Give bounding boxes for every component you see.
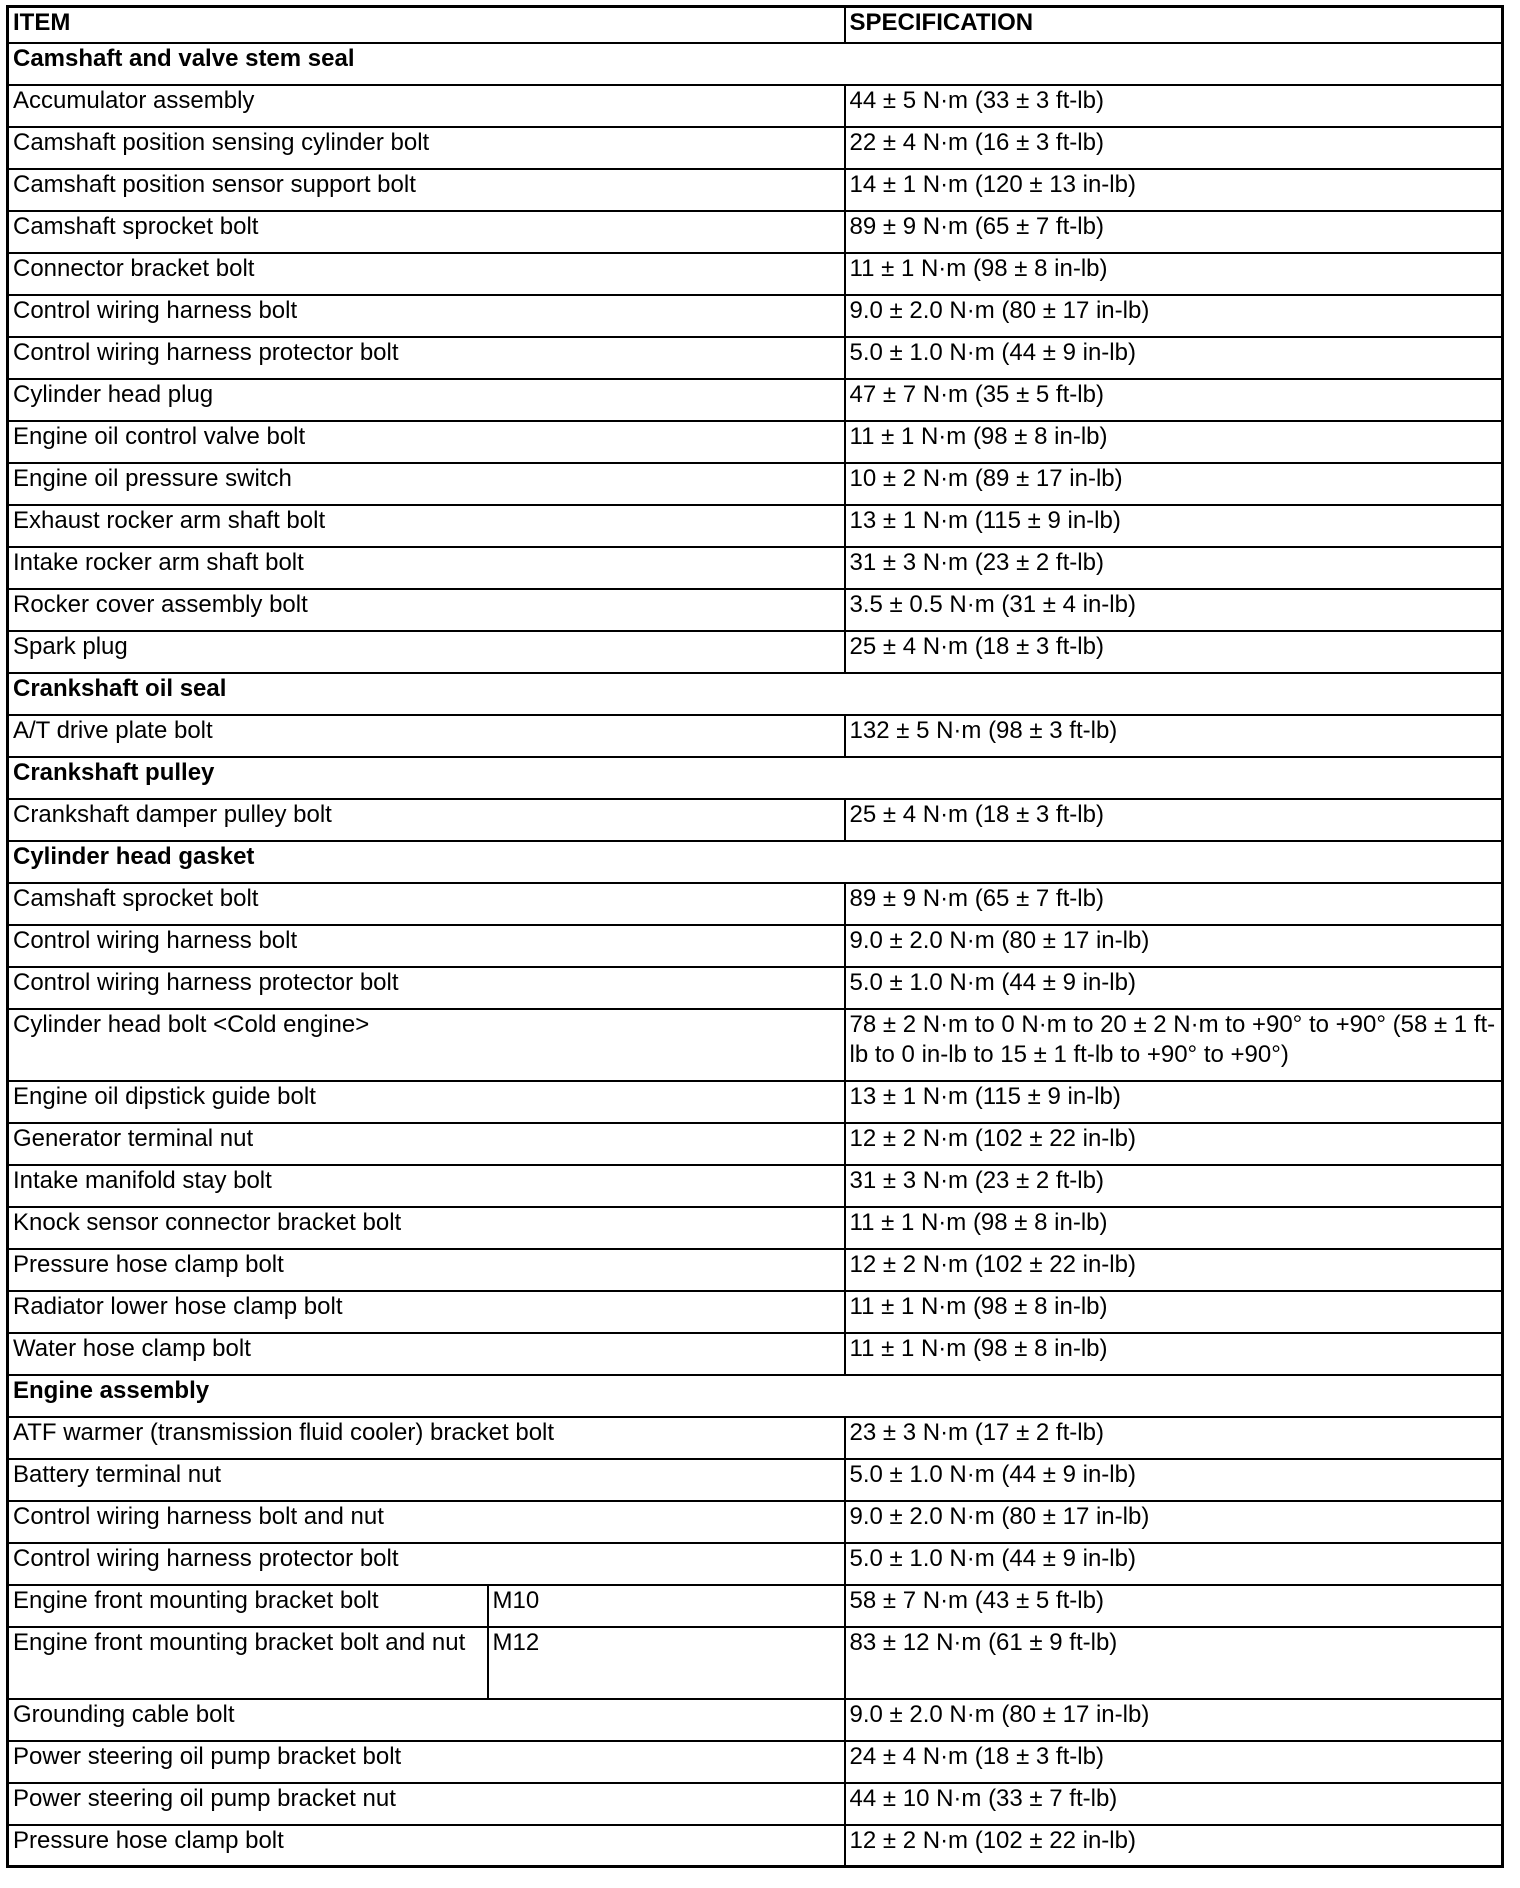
spec-cell: 31 ± 3 N·m (23 ± 2 ft-lb) [845, 1165, 1503, 1207]
table-row [8, 1699, 1503, 1741]
section-title: Crankshaft pulley [8, 757, 1503, 799]
spec-cell: 9.0 ± 2.0 N·m (80 ± 17 in-lb) [845, 925, 1503, 967]
item-cell: Connector bracket bolt [8, 253, 845, 295]
spec-cell: 9.0 ± 2.0 N·m (80 ± 17 in-lb) [845, 1501, 1503, 1543]
item-cell: Control wiring harness protector bolt [8, 337, 845, 379]
section-row [8, 673, 1503, 715]
section-title: Cylinder head gasket [8, 841, 1503, 883]
spec-cell: 5.0 ± 1.0 N·m (44 ± 9 in-lb) [845, 1543, 1503, 1585]
table-row [8, 1291, 1503, 1333]
item-cell: Radiator lower hose clamp bolt [8, 1291, 845, 1333]
table-row [8, 1459, 1503, 1501]
item-cell: Generator terminal nut [8, 1123, 845, 1165]
section-title: Crankshaft oil seal [8, 673, 1503, 715]
table-row [8, 967, 1503, 1009]
item-cell: Rocker cover assembly bolt [8, 589, 845, 631]
table-row [8, 253, 1503, 295]
item-cell: Control wiring harness bolt [8, 925, 845, 967]
spec-cell: 11 ± 1 N·m (98 ± 8 in-lb) [845, 253, 1503, 295]
spec-cell: 83 ± 12 N·m (61 ± 9 ft-lb) [845, 1627, 1503, 1699]
item-cell: Engine front mounting bracket bolt and nut [8, 1627, 488, 1699]
item-cell: Pressure hose clamp bolt [8, 1249, 845, 1291]
item-cell: Control wiring harness bolt [8, 295, 845, 337]
spec-cell: 9.0 ± 2.0 N·m (80 ± 17 in-lb) [845, 1699, 1503, 1741]
item-cell: Cylinder head plug [8, 379, 845, 421]
spec-cell: 5.0 ± 1.0 N·m (44 ± 9 in-lb) [845, 337, 1503, 379]
item-cell: Control wiring harness bolt and nut [8, 1501, 845, 1543]
item-cell: Spark plug [8, 631, 845, 673]
spec-cell: 58 ± 7 N·m (43 ± 5 ft-lb) [845, 1585, 1503, 1627]
table-row [8, 1123, 1503, 1165]
spec-cell: 132 ± 5 N·m (98 ± 3 ft-lb) [845, 715, 1503, 757]
table-row [8, 127, 1503, 169]
item-cell: Engine oil pressure switch [8, 463, 845, 505]
table-row [8, 715, 1503, 757]
header-row [8, 7, 1503, 43]
item-cell: ATF warmer (transmission fluid cooler) bracket bolt [8, 1417, 845, 1459]
item-cell: Control wiring harness protector bolt [8, 1543, 845, 1585]
table-row [8, 1741, 1503, 1783]
table-row [8, 547, 1503, 589]
section-row [8, 841, 1503, 883]
item-cell: Battery terminal nut [8, 1459, 845, 1501]
table-row [8, 1417, 1503, 1459]
spec-cell: 25 ± 4 N·m (18 ± 3 ft-lb) [845, 799, 1503, 841]
section-title: Engine assembly [8, 1375, 1503, 1417]
spec-cell: 12 ± 2 N·m (102 ± 22 in-lb) [845, 1123, 1503, 1165]
table-row [8, 631, 1503, 673]
table-row [8, 211, 1503, 253]
table-row [8, 1627, 1503, 1699]
table-row [8, 1543, 1503, 1585]
item-cell: Camshaft sprocket bolt [8, 883, 845, 925]
table-row [8, 295, 1503, 337]
item-cell: Knock sensor connector bracket bolt [8, 1207, 845, 1249]
table-row [8, 883, 1503, 925]
spec-cell: 5.0 ± 1.0 N·m (44 ± 9 in-lb) [845, 1459, 1503, 1501]
spec-cell: 12 ± 2 N·m (102 ± 22 in-lb) [845, 1249, 1503, 1291]
size-cell: M12 [488, 1627, 845, 1699]
table-row [8, 169, 1503, 211]
specification-column-header: SPECIFICATION [845, 7, 1503, 43]
table-row [8, 379, 1503, 421]
table-row [8, 1009, 1503, 1081]
table-row [8, 1783, 1503, 1825]
spec-cell: 31 ± 3 N·m (23 ± 2 ft-lb) [845, 547, 1503, 589]
item-cell: Accumulator assembly [8, 85, 845, 127]
table-row [8, 85, 1503, 127]
table-row [8, 421, 1503, 463]
spec-cell: 11 ± 1 N·m (98 ± 8 in-lb) [845, 1291, 1503, 1333]
item-cell: Intake rocker arm shaft bolt [8, 547, 845, 589]
size-cell: M10 [488, 1585, 845, 1627]
table-row [8, 925, 1503, 967]
spec-cell: 14 ± 1 N·m (120 ± 13 in-lb) [845, 169, 1503, 211]
spec-cell: 13 ± 1 N·m (115 ± 9 in-lb) [845, 1081, 1503, 1123]
table-row [8, 1585, 1503, 1627]
spec-cell: 10 ± 2 N·m (89 ± 17 in-lb) [845, 463, 1503, 505]
item-cell: Engine oil control valve bolt [8, 421, 845, 463]
item-cell: A/T drive plate bolt [8, 715, 845, 757]
spec-cell: 22 ± 4 N·m (16 ± 3 ft-lb) [845, 127, 1503, 169]
spec-cell: 25 ± 4 N·m (18 ± 3 ft-lb) [845, 631, 1503, 673]
spec-cell: 9.0 ± 2.0 N·m (80 ± 17 in-lb) [845, 295, 1503, 337]
section-row [8, 1375, 1503, 1417]
spec-cell: 11 ± 1 N·m (98 ± 8 in-lb) [845, 1333, 1503, 1375]
spec-cell: 47 ± 7 N·m (35 ± 5 ft-lb) [845, 379, 1503, 421]
item-cell: Engine front mounting bracket bolt [8, 1585, 488, 1627]
table-row [8, 799, 1503, 841]
spec-cell: 44 ± 10 N·m (33 ± 7 ft-lb) [845, 1783, 1503, 1825]
spec-cell: 89 ± 9 N·m (65 ± 7 ft-lb) [845, 211, 1503, 253]
item-cell: Exhaust rocker arm shaft bolt [8, 505, 845, 547]
spec-cell: 78 ± 2 N·m to 0 N·m to 20 ± 2 N·m to +90° to +90° (58 ± 1 ft-lb to 0 in-lb to 15 ± 1 ft-lb to +90° to +90°) [845, 1009, 1503, 1081]
spec-cell: 5.0 ± 1.0 N·m (44 ± 9 in-lb) [845, 967, 1503, 1009]
spec-cell: 23 ± 3 N·m (17 ± 2 ft-lb) [845, 1417, 1503, 1459]
spec-cell: 24 ± 4 N·m (18 ± 3 ft-lb) [845, 1741, 1503, 1783]
item-cell: Intake manifold stay bolt [8, 1165, 845, 1207]
spec-cell: 11 ± 1 N·m (98 ± 8 in-lb) [845, 1207, 1503, 1249]
item-cell: Power steering oil pump bracket nut [8, 1783, 845, 1825]
item-cell: Camshaft sprocket bolt [8, 211, 845, 253]
table-row [8, 589, 1503, 631]
spec-cell: 11 ± 1 N·m (98 ± 8 in-lb) [845, 421, 1503, 463]
section-row [8, 43, 1503, 85]
spec-cell: 12 ± 2 N·m (102 ± 22 in-lb) [845, 1825, 1503, 1867]
table-row [8, 1501, 1503, 1543]
table-row [8, 337, 1503, 379]
table-row [8, 505, 1503, 547]
item-cell: Camshaft position sensing cylinder bolt [8, 127, 845, 169]
item-cell: Power steering oil pump bracket bolt [8, 1741, 845, 1783]
table-row [8, 1249, 1503, 1291]
item-cell: Grounding cable bolt [8, 1699, 845, 1741]
item-cell: Crankshaft damper pulley bolt [8, 799, 845, 841]
item-cell: Pressure hose clamp bolt [8, 1825, 845, 1867]
item-cell: Cylinder head bolt <Cold engine> [8, 1009, 845, 1081]
table-row [8, 1081, 1503, 1123]
spec-cell: 3.5 ± 0.5 N·m (31 ± 4 in-lb) [845, 589, 1503, 631]
table-row [8, 1165, 1503, 1207]
table-row [8, 1333, 1503, 1375]
item-cell: Camshaft position sensor support bolt [8, 169, 845, 211]
spec-table-body [8, 7, 1503, 1867]
section-row [8, 757, 1503, 799]
item-cell: Engine oil dipstick guide bolt [8, 1081, 845, 1123]
torque-spec-table [6, 5, 1504, 1868]
item-cell: Water hose clamp bolt [8, 1333, 845, 1375]
item-cell: Control wiring harness protector bolt [8, 967, 845, 1009]
spec-cell: 13 ± 1 N·m (115 ± 9 in-lb) [845, 505, 1503, 547]
section-title: Camshaft and valve stem seal [8, 43, 1503, 85]
table-row [8, 1825, 1503, 1867]
spec-cell: 89 ± 9 N·m (65 ± 7 ft-lb) [845, 883, 1503, 925]
table-row [8, 1207, 1503, 1249]
item-column-header: ITEM [8, 7, 845, 43]
table-row [8, 463, 1503, 505]
spec-cell: 44 ± 5 N·m (33 ± 3 ft-lb) [845, 85, 1503, 127]
